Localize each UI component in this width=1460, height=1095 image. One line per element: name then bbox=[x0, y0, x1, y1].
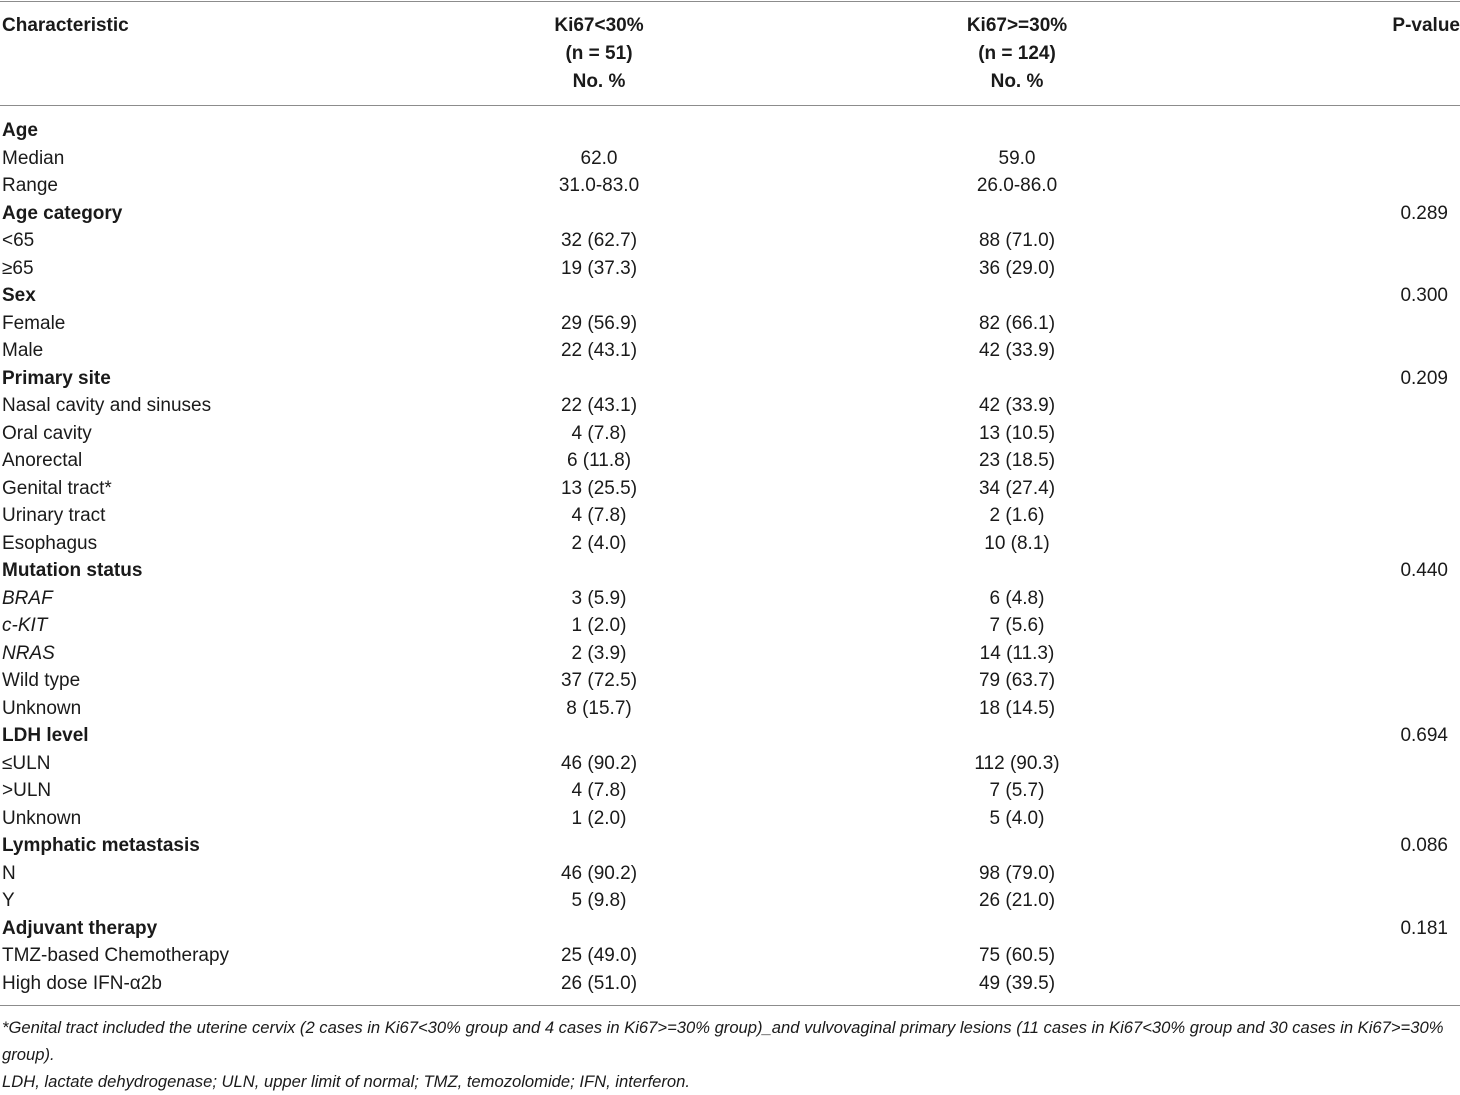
table-row bbox=[0, 392, 1460, 420]
table-section-row bbox=[0, 117, 1460, 145]
row-label: Unknown bbox=[2, 697, 82, 719]
row-value-ki67-high: 42 (33.9) bbox=[978, 395, 1056, 416]
header-group-ki67-low-name: Ki67<30% bbox=[554, 15, 644, 36]
table-section-row bbox=[0, 557, 1460, 585]
table-row bbox=[0, 502, 1460, 530]
header-group-ki67-low-units: No. % bbox=[572, 71, 626, 92]
row-value-ki67-low: 25 (49.0) bbox=[560, 945, 638, 966]
row-p-value: 0.209 bbox=[1400, 367, 1448, 389]
row-value-ki67-low: 31.0-83.0 bbox=[558, 175, 640, 196]
row-label: High dose IFN-α2b bbox=[2, 972, 162, 994]
row-label: LDH level bbox=[2, 725, 89, 746]
table-row bbox=[0, 475, 1460, 503]
table-section-row bbox=[0, 915, 1460, 943]
row-label: Urinary tract bbox=[2, 505, 106, 526]
table-row bbox=[0, 612, 1460, 640]
table-section-row bbox=[0, 282, 1460, 310]
row-label: Female bbox=[2, 312, 66, 334]
row-value-ki67-low: 26 (51.0) bbox=[560, 972, 638, 994]
row-p-value: 0.289 bbox=[1400, 202, 1448, 224]
table-section-row bbox=[0, 200, 1460, 228]
row-label: c-KIT bbox=[2, 615, 48, 636]
header-characteristic: Characteristic bbox=[2, 15, 129, 36]
row-label: NRAS bbox=[2, 642, 55, 664]
footnote-genital-tract: *Genital tract included the uterine cervix (2 cases in Ki67<30% group and 4 cases in Ki67>=30% group)_and vulvovaginal primary lesions (11 cases in Ki67<30% group and 30 cases in Ki67>=30% group). bbox=[2, 1018, 1444, 1064]
table-row bbox=[0, 750, 1460, 778]
row-label: Male bbox=[2, 340, 44, 361]
header-group-ki67-high-units: No. % bbox=[990, 71, 1044, 92]
table-top-rule bbox=[0, 1, 1460, 2]
table-row bbox=[0, 887, 1460, 915]
row-label: Range bbox=[2, 175, 58, 196]
table-row bbox=[0, 530, 1460, 558]
row-label: Mutation status bbox=[2, 560, 143, 581]
row-p-value: 0.181 bbox=[1400, 917, 1448, 939]
row-value-ki67-high: 14 (11.3) bbox=[979, 642, 1055, 664]
row-label: Genital tract* bbox=[2, 477, 112, 499]
table-row bbox=[0, 585, 1460, 613]
row-p-value: 0.086 bbox=[1400, 835, 1448, 856]
row-label: Adjuvant therapy bbox=[2, 917, 158, 939]
row-value-ki67-high: 23 (18.5) bbox=[978, 450, 1056, 471]
table-row bbox=[0, 310, 1460, 338]
row-value-ki67-high: 49 (39.5) bbox=[978, 972, 1056, 994]
row-label: N bbox=[2, 862, 16, 884]
row-value-ki67-low: 1 (2.0) bbox=[571, 615, 627, 636]
row-value-ki67-high: 34 (27.4) bbox=[978, 477, 1056, 499]
row-value-ki67-low: 6 (11.8) bbox=[566, 450, 632, 471]
table-row bbox=[0, 172, 1460, 200]
table-row bbox=[0, 970, 1460, 998]
row-label: Y bbox=[2, 890, 15, 911]
row-value-ki67-high: 18 (14.5) bbox=[978, 697, 1056, 719]
row-label: Median bbox=[2, 147, 65, 169]
table-section-row bbox=[0, 365, 1460, 393]
row-label: Unknown bbox=[2, 807, 82, 829]
row-value-ki67-low: 3 (5.9) bbox=[571, 587, 627, 609]
row-value-ki67-low: 5 (9.8) bbox=[571, 890, 627, 911]
table-row bbox=[0, 420, 1460, 448]
table-row bbox=[0, 640, 1460, 668]
table-row bbox=[0, 255, 1460, 283]
table-footnotes bbox=[2, 1014, 1458, 1095]
table-bottom-rule bbox=[0, 1005, 1460, 1006]
row-value-ki67-high: 59.0 bbox=[998, 147, 1036, 169]
row-label: Lymphatic metastasis bbox=[2, 835, 200, 856]
row-value-ki67-low: 13 (25.5) bbox=[560, 477, 638, 499]
table-body bbox=[0, 117, 1460, 997]
row-value-ki67-low: 29 (56.9) bbox=[560, 312, 638, 334]
row-value-ki67-low: 32 (62.7) bbox=[560, 230, 638, 251]
row-label: Anorectal bbox=[2, 450, 83, 471]
row-value-ki67-low: 22 (43.1) bbox=[560, 340, 638, 361]
row-value-ki67-high: 75 (60.5) bbox=[978, 945, 1056, 966]
row-label: <65 bbox=[2, 230, 35, 251]
row-value-ki67-high: 7 (5.6) bbox=[989, 615, 1045, 636]
row-label: Nasal cavity and sinuses bbox=[2, 395, 212, 416]
row-value-ki67-high: 82 (66.1) bbox=[978, 312, 1056, 334]
row-value-ki67-high: 7 (5.7) bbox=[989, 780, 1045, 801]
row-value-ki67-low: 4 (7.8) bbox=[571, 422, 627, 444]
table-row bbox=[0, 145, 1460, 173]
row-label: TMZ-based Chemotherapy bbox=[2, 945, 230, 966]
header-group-ki67-low-n: (n = 51) bbox=[565, 43, 633, 64]
table-header bbox=[0, 12, 1460, 102]
table-row bbox=[0, 667, 1460, 695]
row-value-ki67-low: 4 (7.8) bbox=[571, 780, 627, 801]
table-row bbox=[0, 337, 1460, 365]
row-value-ki67-high: 2 (1.6) bbox=[989, 505, 1045, 526]
row-p-value: 0.440 bbox=[1400, 560, 1448, 581]
row-label: Age bbox=[2, 120, 38, 141]
row-value-ki67-high: 26.0-86.0 bbox=[976, 175, 1058, 196]
table-row bbox=[0, 777, 1460, 805]
row-value-ki67-high: 79 (63.7) bbox=[978, 670, 1056, 691]
row-value-ki67-high: 13 (10.5) bbox=[978, 422, 1056, 444]
row-value-ki67-high: 26 (21.0) bbox=[978, 890, 1056, 911]
row-value-ki67-low: 2 (4.0) bbox=[571, 532, 627, 554]
table-row bbox=[0, 695, 1460, 723]
row-label: >ULN bbox=[2, 780, 52, 801]
row-value-ki67-low: 4 (7.8) bbox=[571, 505, 627, 526]
row-value-ki67-low: 46 (90.2) bbox=[560, 752, 638, 774]
row-value-ki67-high: 6 (4.8) bbox=[989, 587, 1045, 609]
row-value-ki67-low: 62.0 bbox=[580, 147, 618, 169]
row-value-ki67-low: 22 (43.1) bbox=[560, 395, 638, 416]
row-value-ki67-high: 5 (4.0) bbox=[989, 807, 1045, 829]
table-section-row bbox=[0, 832, 1460, 860]
row-label: Oral cavity bbox=[2, 422, 92, 444]
table-row bbox=[0, 227, 1460, 255]
header-group-ki67-high bbox=[917, 12, 1117, 96]
header-group-ki67-high-n: (n = 124) bbox=[978, 43, 1056, 64]
row-value-ki67-high: 10 (8.1) bbox=[984, 532, 1050, 554]
row-label: Sex bbox=[2, 285, 36, 306]
row-value-ki67-low: 1 (2.0) bbox=[571, 807, 627, 829]
header-group-ki67-low bbox=[499, 12, 699, 96]
row-label: ≤ULN bbox=[2, 752, 51, 774]
row-value-ki67-low: 19 (37.3) bbox=[560, 257, 638, 279]
table-section-row bbox=[0, 722, 1460, 750]
row-label: ≥65 bbox=[2, 257, 34, 279]
header-group-ki67-high-name: Ki67>=30% bbox=[966, 15, 1068, 36]
row-value-ki67-high: 98 (79.0) bbox=[978, 862, 1056, 884]
row-label: Wild type bbox=[2, 670, 81, 691]
table-row bbox=[0, 860, 1460, 888]
row-value-ki67-high: 112 (90.3) bbox=[974, 752, 1060, 774]
table-row bbox=[0, 447, 1460, 475]
row-label: Primary site bbox=[2, 367, 111, 389]
row-label: Esophagus bbox=[2, 532, 98, 554]
row-value-ki67-low: 8 (15.7) bbox=[566, 697, 632, 719]
row-p-value: 0.300 bbox=[1400, 285, 1448, 306]
row-value-ki67-low: 46 (90.2) bbox=[560, 862, 638, 884]
row-p-value: 0.694 bbox=[1400, 725, 1448, 746]
row-value-ki67-low: 37 (72.5) bbox=[560, 670, 638, 691]
table-header-rule bbox=[0, 105, 1460, 106]
row-value-ki67-high: 36 (29.0) bbox=[978, 257, 1056, 279]
table-row bbox=[0, 805, 1460, 833]
table-row bbox=[0, 942, 1460, 970]
row-label: BRAF bbox=[2, 587, 53, 609]
row-label: Age category bbox=[2, 202, 123, 224]
footnote-abbreviations: LDH, lactate dehydrogenase; ULN, upper limit of normal; TMZ, temozolomide; IFN, interferon. bbox=[2, 1072, 691, 1091]
header-p-value: P-value bbox=[1392, 15, 1460, 36]
row-value-ki67-high: 42 (33.9) bbox=[978, 340, 1056, 361]
row-value-ki67-low: 2 (3.9) bbox=[571, 642, 627, 664]
row-value-ki67-high: 88 (71.0) bbox=[978, 230, 1056, 251]
